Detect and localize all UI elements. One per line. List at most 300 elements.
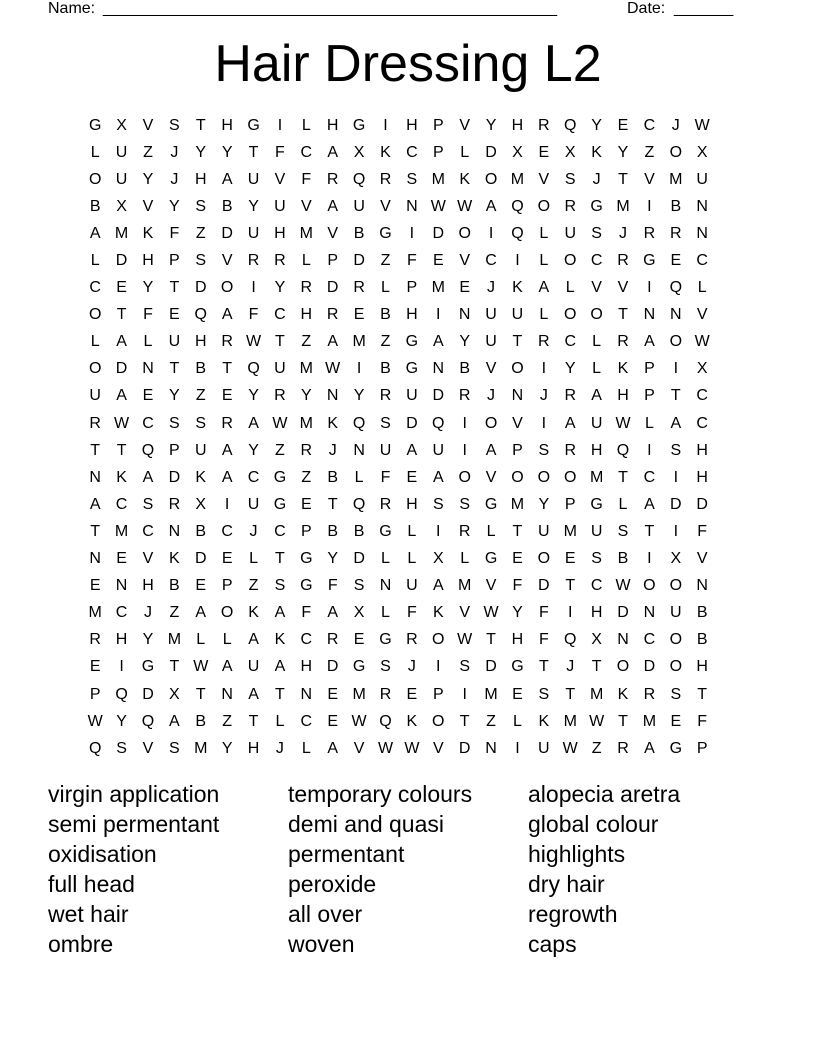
grid-letter[interactable]: U [168, 333, 181, 351]
grid-letter[interactable]: P [300, 522, 312, 540]
grid-letter[interactable]: W [245, 333, 262, 351]
grid-letter[interactable]: F [327, 577, 338, 595]
name-field[interactable]: ______________________________________________________ [103, 0, 557, 17]
grid-letter[interactable]: C [221, 522, 233, 540]
grid-letter[interactable]: E [142, 387, 154, 405]
grid-letter[interactable]: O [616, 658, 630, 676]
grid-letter[interactable]: F [248, 306, 259, 324]
grid-letter[interactable]: O [88, 170, 102, 188]
grid-letter[interactable]: L [407, 550, 417, 568]
grid-letter[interactable]: J [539, 387, 548, 405]
grid-letter[interactable]: W [404, 739, 420, 757]
grid-letter[interactable]: Y [538, 495, 550, 513]
grid-letter[interactable]: J [170, 143, 179, 161]
grid-letter[interactable]: U [247, 170, 260, 188]
grid-letter[interactable]: V [459, 604, 470, 622]
grid-letter[interactable]: Q [352, 170, 366, 188]
grid-letter[interactable]: Y [459, 333, 470, 351]
grid-letter[interactable]: B [353, 224, 365, 242]
grid-letter[interactable]: V [380, 197, 391, 215]
grid-letter[interactable]: M [484, 685, 498, 703]
grid-letter[interactable]: W [615, 414, 631, 432]
grid-letter[interactable]: S [670, 685, 682, 703]
grid-letter[interactable]: P [169, 252, 180, 270]
grid-letter[interactable]: L [644, 414, 654, 432]
grid-letter[interactable]: T [618, 306, 628, 324]
grid-letter[interactable]: H [511, 631, 524, 649]
grid-letter[interactable]: Y [485, 116, 497, 134]
grid-letter[interactable]: N [696, 577, 708, 595]
grid-letter[interactable]: L [249, 550, 258, 568]
grid-letter[interactable]: G [643, 252, 656, 270]
grid-letter[interactable]: I [251, 279, 256, 297]
grid-letter[interactable]: M [88, 604, 102, 622]
grid-letter[interactable]: S [195, 252, 207, 270]
grid-letter[interactable]: C [300, 631, 313, 649]
grid-letter[interactable]: V [300, 197, 312, 215]
grid-letter[interactable]: Y [248, 197, 259, 215]
grid-letter[interactable]: P [512, 441, 523, 459]
grid-letter[interactable]: G [405, 360, 419, 378]
grid-letter[interactable]: H [590, 441, 603, 459]
grid-letter[interactable]: A [538, 279, 550, 297]
grid-letter[interactable]: T [512, 333, 523, 351]
grid-letter[interactable]: W [562, 739, 578, 757]
grid-letter[interactable]: C [696, 252, 708, 270]
grid-letter[interactable]: L [460, 143, 470, 161]
grid-letter[interactable]: M [194, 739, 208, 757]
grid-letter[interactable]: X [670, 550, 682, 568]
grid-letter[interactable]: H [142, 577, 154, 595]
grid-letter[interactable]: N [379, 577, 392, 595]
grid-letter[interactable]: S [459, 658, 470, 676]
grid-letter[interactable]: R [564, 387, 576, 405]
grid-letter[interactable]: W [272, 414, 288, 432]
grid-letter[interactable]: N [406, 197, 418, 215]
grid-letter[interactable]: O [669, 658, 683, 676]
grid-letter[interactable]: C [696, 414, 708, 432]
grid-letter[interactable]: K [432, 604, 444, 622]
grid-letter[interactable]: S [380, 414, 391, 432]
grid-letter[interactable]: I [436, 306, 441, 324]
grid-letter[interactable]: Z [195, 387, 206, 405]
grid-letter[interactable]: M [352, 685, 366, 703]
grid-letter[interactable]: T [565, 577, 576, 595]
grid-letter[interactable]: I [356, 360, 362, 378]
grid-letter[interactable]: Y [169, 197, 180, 215]
grid-letter[interactable]: F [512, 577, 523, 595]
grid-letter[interactable]: U [406, 387, 418, 405]
grid-letter[interactable]: X [353, 604, 365, 622]
grid-letter[interactable]: U [353, 197, 365, 215]
grid-letter[interactable]: Z [301, 468, 312, 486]
grid-letter[interactable]: D [353, 550, 365, 568]
grid-letter[interactable]: D [670, 495, 682, 513]
grid-letter[interactable]: I [462, 414, 467, 432]
grid-letter[interactable]: A [485, 197, 497, 215]
grid-letter[interactable]: S [169, 739, 180, 757]
grid-letter[interactable]: Q [511, 224, 524, 242]
grid-letter[interactable]: B [327, 522, 339, 540]
grid-letter[interactable]: F [538, 604, 549, 622]
grid-letter[interactable]: T [565, 685, 576, 703]
grid-letter[interactable]: Y [195, 143, 207, 161]
grid-letter[interactable]: H [247, 739, 260, 757]
grid-letter[interactable]: A [432, 333, 444, 351]
grid-letter[interactable]: O [432, 712, 445, 730]
grid-letter[interactable]: X [591, 631, 602, 649]
grid-letter[interactable]: I [462, 685, 467, 703]
grid-letter[interactable]: O [220, 604, 234, 622]
grid-letter[interactable]: H [274, 224, 286, 242]
grid-letter[interactable]: Q [88, 739, 102, 757]
grid-letter[interactable]: Y [512, 604, 523, 622]
grid-letter[interactable]: L [539, 224, 549, 242]
grid-letter[interactable]: S [538, 441, 550, 459]
grid-letter[interactable]: P [89, 685, 101, 703]
grid-letter[interactable]: S [538, 685, 550, 703]
grid-letter[interactable]: Z [380, 333, 391, 351]
grid-letter[interactable]: X [696, 360, 708, 378]
grid-letter[interactable]: I [488, 224, 494, 242]
grid-letter[interactable]: E [327, 712, 339, 730]
grid-letter[interactable]: H [221, 116, 233, 134]
grid-letter[interactable]: I [673, 468, 679, 486]
grid-letter[interactable]: O [564, 468, 577, 486]
grid-letter[interactable]: K [327, 414, 339, 432]
grid-letter[interactable]: T [275, 333, 285, 351]
grid-letter[interactable]: I [647, 441, 652, 459]
grid-letter[interactable]: L [381, 550, 390, 568]
grid-letter[interactable]: N [353, 441, 365, 459]
grid-letter[interactable]: P [432, 116, 444, 134]
grid-letter[interactable]: Z [301, 333, 312, 351]
grid-letter[interactable]: L [486, 522, 496, 540]
grid-letter[interactable]: S [195, 414, 207, 432]
grid-letter[interactable]: A [327, 143, 339, 161]
grid-letter[interactable]: W [694, 116, 710, 134]
grid-letter[interactable]: O [484, 414, 498, 432]
grid-letter[interactable]: A [248, 414, 259, 432]
grid-letter[interactable]: Z [169, 604, 180, 622]
grid-letter[interactable]: L [222, 631, 232, 649]
grid-letter[interactable]: E [432, 252, 444, 270]
grid-letter[interactable]: U [485, 306, 497, 324]
grid-letter[interactable]: A [670, 414, 682, 432]
grid-letter[interactable]: M [669, 170, 683, 188]
grid-letter[interactable]: B [89, 197, 101, 215]
grid-letter[interactable]: U [511, 306, 524, 324]
grid-letter[interactable]: Q [141, 441, 155, 459]
grid-letter[interactable]: A [591, 387, 602, 405]
grid-letter[interactable]: Z [275, 441, 285, 459]
grid-letter[interactable]: Y [221, 739, 233, 757]
grid-letter[interactable]: U [247, 658, 260, 676]
grid-letter[interactable]: G [590, 495, 603, 513]
grid-letter[interactable]: R [326, 170, 339, 188]
grid-letter[interactable]: H [194, 170, 207, 188]
grid-letter[interactable]: P [644, 387, 655, 405]
grid-letter[interactable]: N [432, 360, 445, 378]
grid-letter[interactable]: F [538, 631, 549, 649]
grid-letter[interactable]: V [142, 116, 154, 134]
grid-letter[interactable]: T [591, 658, 602, 676]
grid-letter[interactable]: A [89, 224, 101, 242]
grid-letter[interactable]: T [248, 712, 259, 730]
grid-letter[interactable]: C [485, 252, 497, 270]
grid-letter[interactable]: S [406, 170, 418, 188]
grid-letter[interactable]: R [670, 224, 682, 242]
grid-letter[interactable]: M [563, 522, 577, 540]
grid-letter[interactable]: I [647, 550, 652, 568]
grid-letter[interactable]: Y [274, 279, 286, 297]
grid-letter[interactable]: Q [194, 306, 207, 324]
grid-letter[interactable]: C [643, 631, 656, 649]
grid-letter[interactable]: I [436, 658, 441, 676]
grid-letter[interactable]: R [300, 279, 313, 297]
grid-letter[interactable]: T [670, 387, 681, 405]
grid-letter[interactable]: D [115, 360, 128, 378]
grid-letter[interactable]: G [484, 550, 498, 568]
grid-letter[interactable]: C [696, 387, 708, 405]
grid-letter[interactable]: L [592, 333, 602, 351]
grid-letter[interactable]: H [300, 306, 313, 324]
grid-letter[interactable]: L [592, 360, 602, 378]
grid-letter[interactable]: U [564, 224, 576, 242]
grid-letter[interactable]: F [301, 170, 312, 188]
grid-letter[interactable]: O [511, 468, 524, 486]
grid-letter[interactable]: T [618, 170, 628, 188]
grid-letter[interactable]: Z [380, 252, 391, 270]
grid-letter[interactable]: U [194, 441, 207, 459]
grid-letter[interactable]: R [379, 495, 392, 513]
grid-letter[interactable]: J [487, 387, 496, 405]
grid-letter[interactable]: Z [143, 143, 153, 161]
grid-letter[interactable]: T [538, 658, 549, 676]
grid-letter[interactable]: F [301, 604, 312, 622]
grid-letter[interactable]: N [221, 685, 233, 703]
grid-letter[interactable]: G [379, 631, 392, 649]
grid-letter[interactable]: A [644, 739, 655, 757]
grid-letter[interactable]: M [167, 631, 182, 649]
grid-letter[interactable]: I [568, 604, 573, 622]
grid-letter[interactable]: L [381, 279, 390, 297]
grid-letter[interactable]: P [696, 739, 708, 757]
grid-letter[interactable]: L [143, 333, 153, 351]
grid-letter[interactable]: O [220, 279, 234, 297]
grid-letter[interactable]: U [590, 414, 603, 432]
grid-letter[interactable]: P [644, 360, 655, 378]
grid-letter[interactable]: D [538, 577, 550, 595]
grid-letter[interactable]: A [406, 441, 418, 459]
grid-letter[interactable]: W [430, 197, 446, 215]
grid-letter[interactable]: K [512, 279, 523, 297]
grid-letter[interactable]: S [459, 495, 470, 513]
grid-letter[interactable]: A [644, 495, 655, 513]
grid-letter[interactable]: L [90, 333, 100, 351]
grid-letter[interactable]: D [326, 279, 339, 297]
grid-letter[interactable]: R [274, 252, 286, 270]
grid-letter[interactable]: R [168, 495, 181, 513]
grid-letter[interactable]: B [670, 197, 682, 215]
grid-letter[interactable]: J [143, 604, 152, 622]
grid-letter[interactable]: V [221, 252, 233, 270]
grid-letter[interactable]: C [142, 522, 154, 540]
grid-letter[interactable]: X [696, 143, 708, 161]
grid-letter[interactable]: D [432, 387, 445, 405]
grid-letter[interactable]: X [116, 197, 127, 215]
grid-letter[interactable]: C [590, 577, 603, 595]
grid-letter[interactable]: C [564, 333, 576, 351]
grid-letter[interactable]: Q [564, 631, 577, 649]
grid-letter[interactable]: V [485, 577, 497, 595]
grid-letter[interactable]: I [541, 360, 547, 378]
grid-letter[interactable]: M [299, 360, 313, 378]
grid-letter[interactable]: C [274, 306, 286, 324]
grid-letter[interactable]: Y [248, 441, 259, 459]
grid-letter[interactable]: E [670, 712, 682, 730]
grid-letter[interactable]: R [274, 387, 286, 405]
grid-letter[interactable]: M [642, 712, 657, 730]
date-field[interactable]: _______ [674, 0, 733, 17]
grid-letter[interactable]: D [696, 495, 708, 513]
grid-letter[interactable]: P [564, 495, 576, 513]
grid-letter[interactable]: P [221, 577, 233, 595]
grid-letter[interactable]: G [484, 495, 498, 513]
grid-letter[interactable]: V [512, 414, 523, 432]
grid-letter[interactable]: A [142, 468, 154, 486]
grid-letter[interactable]: W [114, 414, 130, 432]
grid-letter[interactable]: A [274, 604, 286, 622]
grid-letter[interactable]: V [617, 279, 629, 297]
grid-letter[interactable]: N [89, 550, 101, 568]
grid-letter[interactable]: I [383, 116, 388, 134]
grid-letter[interactable]: O [590, 306, 603, 324]
grid-letter[interactable]: L [275, 712, 285, 730]
grid-letter[interactable]: R [643, 685, 656, 703]
grid-letter[interactable]: U [379, 441, 392, 459]
grid-letter[interactable]: S [195, 197, 207, 215]
grid-letter[interactable]: K [195, 468, 207, 486]
grid-letter[interactable]: V [142, 550, 154, 568]
grid-letter[interactable]: N [115, 577, 128, 595]
grid-letter[interactable]: E [353, 631, 365, 649]
grid-letter[interactable]: S [617, 522, 629, 540]
grid-letter[interactable]: V [485, 360, 497, 378]
grid-letter[interactable]: C [643, 116, 656, 134]
grid-letter[interactable]: A [116, 387, 127, 405]
grid-letter[interactable]: S [169, 116, 180, 134]
grid-letter[interactable]: J [566, 658, 575, 676]
grid-letter[interactable]: U [406, 577, 418, 595]
grid-letter[interactable]: L [90, 143, 100, 161]
grid-letter[interactable]: W [351, 712, 367, 730]
grid-letter[interactable]: O [458, 224, 471, 242]
grid-letter[interactable]: N [168, 522, 181, 540]
grid-letter[interactable]: O [458, 468, 471, 486]
grid-letter[interactable]: F [697, 712, 708, 730]
grid-letter[interactable]: F [697, 522, 708, 540]
grid-letter[interactable]: C [142, 414, 154, 432]
grid-letter[interactable]: Y [617, 143, 629, 161]
grid-letter[interactable]: T [618, 468, 628, 486]
grid-letter[interactable]: K [248, 604, 259, 622]
grid-letter[interactable]: F [169, 224, 180, 242]
grid-letter[interactable]: J [170, 170, 179, 188]
grid-letter[interactable]: Y [116, 712, 127, 730]
grid-letter[interactable]: W [483, 604, 499, 622]
grid-letter[interactable]: O [432, 631, 445, 649]
grid-letter[interactable]: Q [247, 360, 260, 378]
grid-letter[interactable]: A [221, 306, 233, 324]
grid-letter[interactable]: B [195, 712, 207, 730]
grid-letter[interactable]: T [116, 306, 127, 324]
grid-letter[interactable]: M [458, 577, 472, 595]
grid-letter[interactable]: G [352, 658, 366, 676]
grid-letter[interactable]: A [89, 495, 101, 513]
grid-letter[interactable]: C [247, 468, 260, 486]
grid-letter[interactable]: N [643, 604, 656, 622]
grid-letter[interactable]: T [618, 712, 628, 730]
grid-letter[interactable]: G [273, 495, 287, 513]
grid-letter[interactable]: B [459, 360, 470, 378]
grid-letter[interactable]: Q [511, 197, 524, 215]
grid-letter[interactable]: V [274, 170, 286, 188]
grid-letter[interactable]: I [436, 522, 441, 540]
grid-letter[interactable]: N [142, 360, 154, 378]
grid-letter[interactable]: I [647, 279, 652, 297]
grid-letter[interactable]: R [89, 631, 101, 649]
grid-letter[interactable]: N [643, 306, 656, 324]
grid-letter[interactable]: M [589, 685, 604, 703]
grid-letter[interactable]: C [590, 252, 603, 270]
grid-letter[interactable]: G [300, 577, 313, 595]
grid-letter[interactable]: O [669, 577, 683, 595]
grid-letter[interactable]: A [248, 685, 259, 703]
grid-letter[interactable]: L [381, 604, 390, 622]
grid-letter[interactable]: G [247, 116, 260, 134]
grid-letter[interactable]: Y [142, 170, 154, 188]
grid-letter[interactable]: T [195, 685, 206, 703]
grid-letter[interactable]: A [221, 468, 233, 486]
grid-letter[interactable]: R [564, 197, 576, 215]
grid-letter[interactable]: N [458, 306, 471, 324]
grid-letter[interactable]: G [669, 739, 683, 757]
grid-letter[interactable]: I [462, 441, 467, 459]
grid-letter[interactable]: V [538, 170, 550, 188]
grid-letter[interactable]: K [142, 224, 154, 242]
grid-letter[interactable]: Z [591, 739, 602, 757]
grid-letter[interactable]: I [409, 224, 415, 242]
grid-letter[interactable]: Y [169, 387, 180, 405]
grid-letter[interactable]: G [300, 550, 313, 568]
grid-letter[interactable]: W [193, 658, 209, 676]
grid-letter[interactable]: X [353, 143, 365, 161]
grid-letter[interactable]: C [406, 143, 418, 161]
grid-letter[interactable]: R [300, 441, 313, 459]
grid-letter[interactable]: D [142, 685, 154, 703]
grid-letter[interactable]: U [590, 522, 603, 540]
grid-letter[interactable]: W [377, 739, 394, 757]
grid-letter[interactable]: E [116, 279, 127, 297]
grid-letter[interactable]: J [275, 739, 284, 757]
grid-letter[interactable]: U [115, 143, 128, 161]
grid-letter[interactable]: R [458, 387, 471, 405]
grid-letter[interactable]: A [327, 739, 339, 757]
grid-letter[interactable]: V [459, 252, 470, 270]
grid-letter[interactable]: L [407, 522, 417, 540]
grid-letter[interactable]: B [696, 604, 708, 622]
